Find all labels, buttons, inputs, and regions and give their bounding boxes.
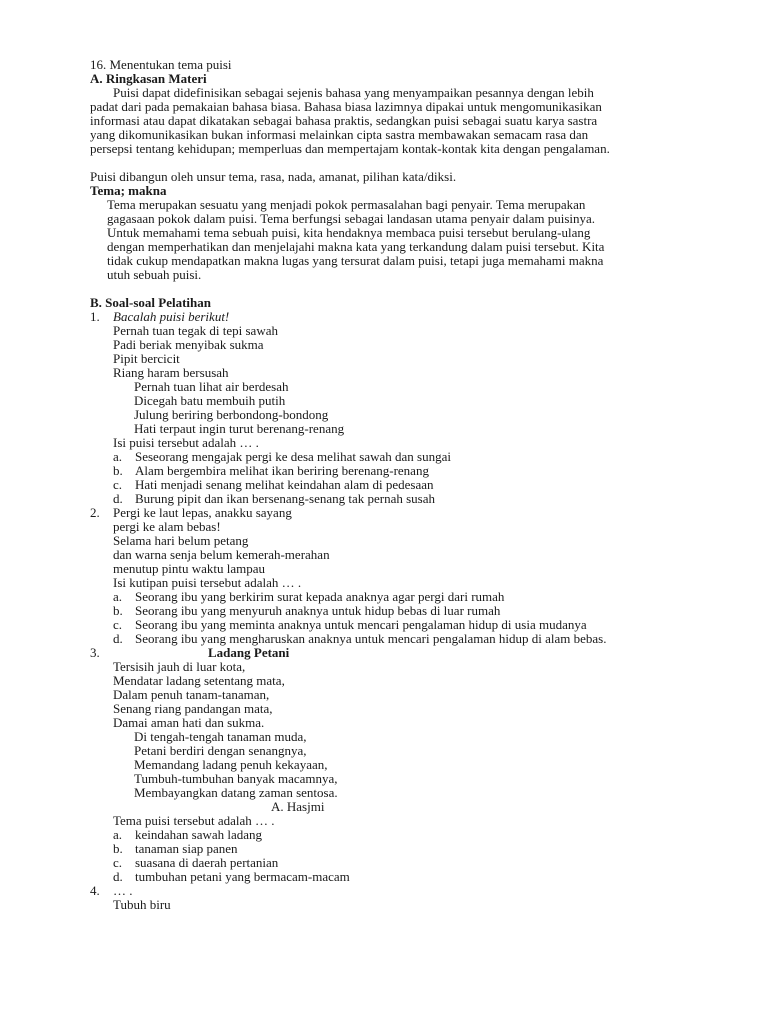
q3-poem-author: A. Hasjmi — [271, 799, 325, 814]
q3-option-d[interactable]: d. tumbuhan petani yang bermacam-macam — [113, 869, 350, 884]
q3-poem-title: Ladang Petani — [208, 645, 290, 660]
q2-question: Isi kutipan puisi tersebut adalah … . — [113, 575, 302, 590]
para3-line-2: gagasaan pokok dalam puisi. Tema berfungsi sebagai landasan utama penyair dalam puisinya. — [107, 211, 596, 226]
q2-poem-line: Pergi ke laut lepas, anakku sayang — [113, 505, 292, 520]
q2-poem-line: menutup pintu waktu lampau — [113, 561, 266, 576]
q3-poem-line: Dalam penuh tanam-tanaman, — [113, 687, 270, 702]
q1-poem-line: Riang haram bersusah — [113, 365, 229, 380]
q3-poem-line: Mendatar ladang setentang mata, — [113, 673, 285, 688]
q1-option-b[interactable]: b. Alam bergembira melihat ikan beriring berenang-renang — [113, 463, 429, 478]
q2-poem-line: pergi ke alam bebas! — [113, 519, 221, 534]
para1-line-3: informasi atau dapat dikatakan sebagai bahasa praktis, sedangkan puisi sebagai suatu karya sastra — [90, 113, 598, 128]
q1-number: 1. — [90, 309, 100, 324]
q1-poem-line: Hati terpaut ingin turut berenang-renang — [134, 421, 345, 436]
q1-poem-line: Dicegah batu membuih putih — [134, 393, 286, 408]
q3-poem-line: Memandang ladang penuh kekayaan, — [134, 757, 328, 772]
q1-option-a[interactable]: a. Seseorang mengajak pergi ke desa melihat sawah dan sungai — [113, 449, 451, 464]
q3-poem-line: Petani berdiri dengan senangnya, — [134, 743, 307, 758]
q1-poem-line: Pernah tuan lihat air berdesah — [134, 379, 289, 394]
q4-number: 4. — [90, 883, 100, 898]
q1-option-c[interactable]: c. Hati menjadi senang melihat keindahan alam di pedesaan — [113, 477, 434, 492]
q2-option-c[interactable]: c. Seorang ibu yang meminta anaknya untuk mencari pengalaman hidup di usia mudanya — [113, 617, 587, 632]
q3-poem-line: Tersisih jauh di luar kota, — [113, 659, 246, 674]
q1-poem-line: Padi beriak menyibak sukma — [113, 337, 264, 352]
q1-poem-line: Pernah tuan tegak di tepi sawah — [113, 323, 278, 338]
q1-question: Isi puisi tersebut adalah … . — [113, 435, 259, 450]
para1-line-1: Puisi dapat didefinisikan sebagai sejenis bahasa yang menyampaikan pesannya dengan lebih — [113, 85, 594, 100]
q3-poem-line: Membayangkan datang zaman sentosa. — [134, 785, 338, 800]
para1-line-2: padat dari pada pemakaian bahasa biasa. Bahasa biasa lazimnya dipakai untuk mengomunikasikan — [90, 99, 602, 114]
q3-option-b[interactable]: b. tanaman siap panen — [113, 841, 238, 856]
section-a-heading: A. Ringkasan Materi — [90, 71, 207, 86]
para2: Puisi dibangun oleh unsur tema, rasa, nada, amanat, pilihan kata/diksi. — [90, 169, 457, 184]
q1-instruction: Bacalah puisi berikut! — [113, 309, 230, 324]
q3-poem-line: Senang riang pandangan mata, — [113, 701, 273, 716]
q3-poem-line: Tumbuh-tumbuhan banyak macamnya, — [134, 771, 338, 786]
q2-option-a[interactable]: a. Seorang ibu yang berkirim surat kepada anaknya agar pergi dari rumah — [113, 589, 505, 604]
q1-poem-line: Pipit bercicit — [113, 351, 180, 366]
q4-poem-line: Tubuh biru — [113, 897, 171, 912]
para1-line-4: yang dikomunikasikan bukan informasi melainkan cipta sastra membawakan semacam rasa dan — [90, 127, 589, 142]
para3-line-3: Untuk memahami tema sebuah puisi, kita hendaknya membaca puisi tersebut berulang-ulang — [107, 225, 591, 240]
para1-line-5: persepsi tentang kehidupan; memperluas dan mempertajam kontak-kontak kita dengan pengalaman. — [90, 141, 610, 156]
q4-question: … . — [113, 883, 133, 898]
document-title: 16. Menentukan tema puisi — [90, 57, 232, 72]
q3-option-c[interactable]: c. suasana di daerah pertanian — [113, 855, 279, 870]
q2-option-d[interactable]: d. Seorang ibu yang mengharuskan anaknya untuk mencari pengalaman hidup di alam bebas. — [113, 631, 607, 646]
q3-question: Tema puisi tersebut adalah … . — [113, 813, 275, 828]
q3-option-a[interactable]: a. keindahan sawah ladang — [113, 827, 263, 842]
para3-line-5: tidak cukup mendapatkan makna lugas yang tersurat dalam puisi, tetapi juga memahami makna — [107, 253, 604, 268]
section-b-heading: B. Soal-soal Pelatihan — [90, 295, 211, 310]
q3-number: 3. — [90, 645, 100, 660]
q3-poem-line: Damai aman hati dan sukma. — [113, 715, 265, 730]
q3-poem-line: Di tengah-tengah tanaman muda, — [134, 729, 307, 744]
para3-line-6: utuh sebuah puisi. — [107, 267, 202, 282]
q2-number: 2. — [90, 505, 100, 520]
q1-poem-line: Julung beriring berbondong-bondong — [134, 407, 329, 422]
q1-option-d[interactable]: d. Burung pipit dan ikan bersenang-senang tak pernah susah — [113, 491, 436, 506]
q2-poem-line: dan warna senja belum kemerah-merahan — [113, 547, 330, 562]
para3-line-1: Tema merupakan sesuatu yang menjadi pokok permasalahan bagi penyair. Tema merupakan — [107, 197, 586, 212]
q2-poem-line: Selama hari belum petang — [113, 533, 249, 548]
tema-subheading: Tema; makna — [90, 183, 167, 198]
q2-option-b[interactable]: b. Seorang ibu yang menyuruh anaknya untuk hidup bebas di luar rumah — [113, 603, 501, 618]
para3-line-4: dengan memperhatikan dan menjelajahi makna kata yang terkandung dalam puisi tersebut. Kita — [107, 239, 605, 254]
